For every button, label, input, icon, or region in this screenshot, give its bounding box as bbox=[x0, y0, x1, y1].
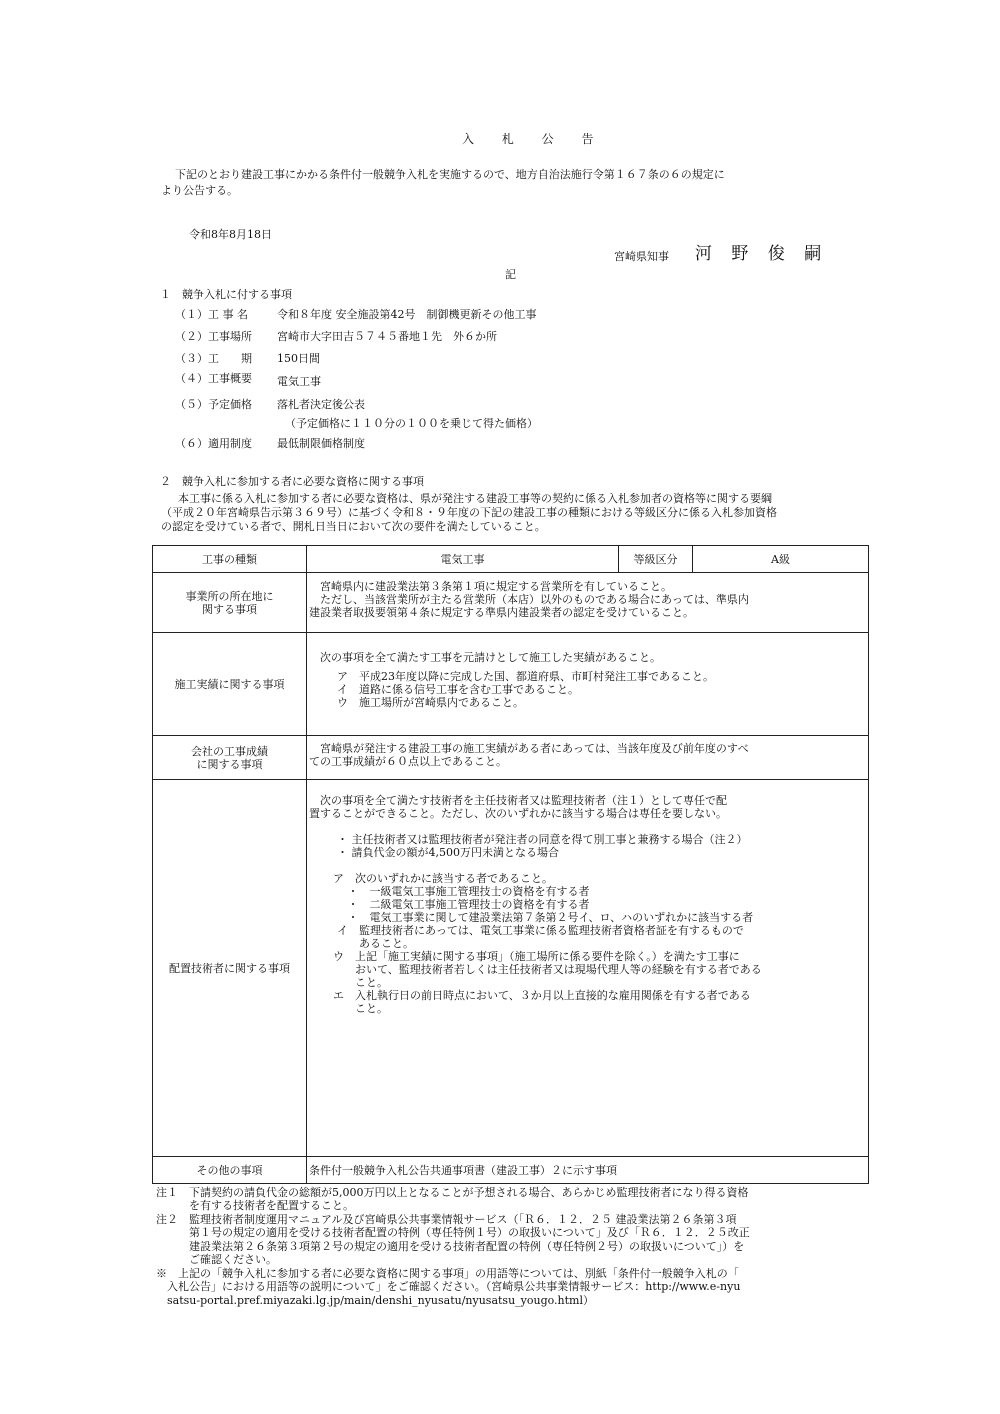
office-label bbox=[153, 573, 307, 633]
section1-heading: １ 競争入札に付する事項 bbox=[160, 288, 292, 301]
engineer-item: ウ 上記「施工実績に関する事項」（施工場所に係る要件を除く。）を満たす工事に bbox=[333, 950, 740, 963]
item-label: （４）工事概要 bbox=[175, 372, 252, 385]
note-line: 注１ 下請契約の請負代金の総額が5,000万円以上となることが予想される場合、あらかじめ監理技術者になり得る資格 bbox=[156, 1186, 749, 1199]
table-row bbox=[153, 573, 869, 633]
notice-title: 入 札 公 告 bbox=[462, 132, 606, 146]
grade-label: 等級区分 bbox=[619, 546, 693, 573]
note-line: ご確認ください。 bbox=[156, 1253, 277, 1266]
performance-label-line: に関する事項 bbox=[196, 757, 263, 771]
engineer-intro: 次の事項を全て満たす技術者を主任技術者又は監理技術者（注１）として専任で配 bbox=[309, 794, 727, 807]
engineer-intro: 置することができること。ただし、次のいずれかに該当する場合は専任を要しない。 bbox=[309, 807, 727, 820]
item-value: 150日間 bbox=[277, 352, 320, 365]
engineer-bullet: ・ 請負代金の額が4,500万円未満となる場合 bbox=[337, 846, 559, 859]
engineer-item: ・ 電気工事業に関して建設業法第７条第２号イ、ロ、ハのいずれかに該当する者 bbox=[333, 911, 754, 924]
achievement-text bbox=[307, 633, 869, 736]
other-label: その他の事項 bbox=[153, 1157, 307, 1184]
office-label-line: 事業所の所在地に bbox=[185, 589, 274, 603]
notice-date: 令和8年8月18日 bbox=[189, 228, 272, 241]
section2-body-line: 本工事に係る入札に参加する者に必要な資格は、県が発注する建設工事等の契約に係る入札参加者の資格等に関する要綱 bbox=[178, 492, 772, 505]
engineer-item: イ 監理技術者にあっては、電気工事業に係る監理技術者資格者証を有するもので bbox=[337, 924, 744, 937]
engineer-item: エ 入札執行日の前日時点において、３か月以上直接的な雇用関係を有する者である bbox=[333, 989, 751, 1002]
note-line: を有する技術者を配置すること。 bbox=[156, 1199, 354, 1212]
item-value-sub: （予定価格に１１０分の１００を乗じて得た価格） bbox=[285, 417, 538, 430]
office-label-line: 関する事項 bbox=[202, 602, 257, 616]
achievement-intro: 次の事項を全て満たす工事を元請けとして施工した実績があること。 bbox=[309, 651, 661, 664]
achievement-item: ウ 施工場所が宮崎県内であること。 bbox=[337, 696, 524, 709]
item-value: 電気工事 bbox=[277, 375, 321, 388]
note-line: 注２ 監理技術者制度運用マニュアル及び宮崎県公共事業情報サービス（「Ｒ６．１２．２５ 建設業法第２６条第３項 bbox=[156, 1213, 737, 1226]
note-line: 入札公告」における用語等の説明について」をご確認ください。（宮崎県公共事業情報サービス：http://www.e-nyu bbox=[156, 1280, 741, 1293]
office-text-line: 建設業者取扱要領第４条に規定する準県内建設業者の認定を受けていること。 bbox=[309, 606, 694, 619]
other-text: 条件付一般競争入札公告共通事項書（建設工事）２に示す事項 bbox=[307, 1157, 869, 1184]
engineer-label: 配置技術者に関する事項 bbox=[153, 780, 307, 1157]
item-value: 最低制限価格制度 bbox=[277, 437, 365, 450]
section2-heading: ２ 競争入札に参加する者に必要な資格に関する事項 bbox=[160, 475, 424, 488]
section2-body-line: の認定を受けている者で、開札日当日において次の要件を満たしていること。 bbox=[161, 520, 546, 533]
requirements-table bbox=[152, 545, 869, 1184]
engineer-item: ・ 一級電気工事施工管理技士の資格を有する者 bbox=[333, 885, 590, 898]
type-value: 電気工事 bbox=[307, 546, 619, 573]
intro-line-2: より公告する。 bbox=[161, 184, 238, 197]
issuer-title: 宮崎県知事 bbox=[614, 250, 669, 263]
section2-body-line: （平成２０年宮崎県告示第３６９号）に基づく令和８・９年度の下記の建設工事の種類における等級区分に係る入札参加資格 bbox=[161, 506, 777, 519]
table-row bbox=[153, 780, 869, 1157]
ki-mark: 記 bbox=[505, 268, 516, 281]
performance-text bbox=[307, 736, 869, 780]
item-label: （５）予定価格 bbox=[175, 398, 252, 411]
item-value: 令和８年度 安全施設第42号 制御機更新その他工事 bbox=[277, 308, 537, 321]
performance-text-line: ての工事成績が６０点以上であること。 bbox=[309, 755, 507, 768]
table-row bbox=[153, 736, 869, 780]
engineer-item: こと。 bbox=[333, 1002, 388, 1015]
item-label: （６）適用制度 bbox=[175, 437, 252, 450]
item-value: 落札者決定後公表 bbox=[277, 398, 365, 411]
engineer-item: こと。 bbox=[333, 976, 388, 989]
engineer-item: おいて、監理技術者若しくは主任技術者又は現場代理人等の経験を有する者である bbox=[333, 963, 762, 976]
issuer-name: 河 野 俊 嗣 bbox=[695, 244, 829, 264]
office-text bbox=[307, 573, 869, 633]
performance-text-line: 宮崎県が発注する建設工事の施工実績がある者にあっては、当該年度及び前年度のすべ bbox=[309, 742, 749, 755]
achievement-item: イ 道路に係る信号工事を含む工事であること。 bbox=[337, 683, 579, 696]
item-value: 宮崎市大字田吉５７４５番地１先 外６か所 bbox=[277, 330, 497, 343]
type-label: 工事の種類 bbox=[153, 546, 307, 573]
table-row bbox=[153, 633, 869, 736]
performance-label bbox=[153, 736, 307, 780]
item-label: （１）工 事 名 bbox=[175, 308, 248, 321]
note-line: 建設業法第２６条第３項第２号の規定の適用を受ける技術者配置の特例（専任特例２号）の取扱いについて」）を bbox=[156, 1240, 745, 1253]
grade-value: A級 bbox=[693, 546, 869, 573]
engineer-text bbox=[307, 780, 869, 1157]
office-text-line: 宮崎県内に建設業法第３条第１項に規定する営業所を有していること。 bbox=[309, 580, 672, 593]
engineer-item: ・ 二級電気工事施工管理技士の資格を有する者 bbox=[333, 898, 590, 911]
achievement-label: 施工実績に関する事項 bbox=[153, 633, 307, 736]
note-line: 第１号の規定の適用を受ける技術者配置の特例（専任特例１号）の取扱いについて」及び「Ｒ６．１２．２５改正 bbox=[156, 1226, 750, 1239]
note-line: satsu-portal.pref.miyazaki.lg.jp/main/denshi_nyusatu/nyusatsu_yougo.html） bbox=[156, 1294, 594, 1307]
engineer-item: あること。 bbox=[337, 937, 414, 950]
intro-line-1: 下記のとおり建設工事にかかる条件付一般競争入札を実施するので、地方自治法施行令第１６７条の６の規定に bbox=[175, 168, 725, 181]
office-text-line: ただし、当該営業所が主たる営業所（本店）以外のものである場合にあっては、準県内 bbox=[309, 593, 749, 606]
item-label: （２）工事場所 bbox=[175, 330, 252, 343]
performance-label-line: 会社の工事成績 bbox=[191, 744, 268, 758]
table-row bbox=[153, 1157, 869, 1184]
engineer-bullet: ・ 主任技術者又は監理技術者が発注者の同意を得て別工事と兼務する場合（注２） bbox=[337, 833, 748, 846]
achievement-item: ア 平成23年度以降に完成した国、都道府県、市町村発注工事であること。 bbox=[337, 670, 714, 683]
table-row bbox=[153, 546, 869, 573]
engineer-item: ア 次のいずれかに該当する者であること。 bbox=[333, 872, 553, 885]
item-label: （３）工 期 bbox=[175, 352, 252, 365]
note-line: ※ 上記の「競争入札に参加する者に必要な資格に関する事項」の用語等については、別紙「条件付一般競争入札の「 bbox=[156, 1267, 739, 1280]
